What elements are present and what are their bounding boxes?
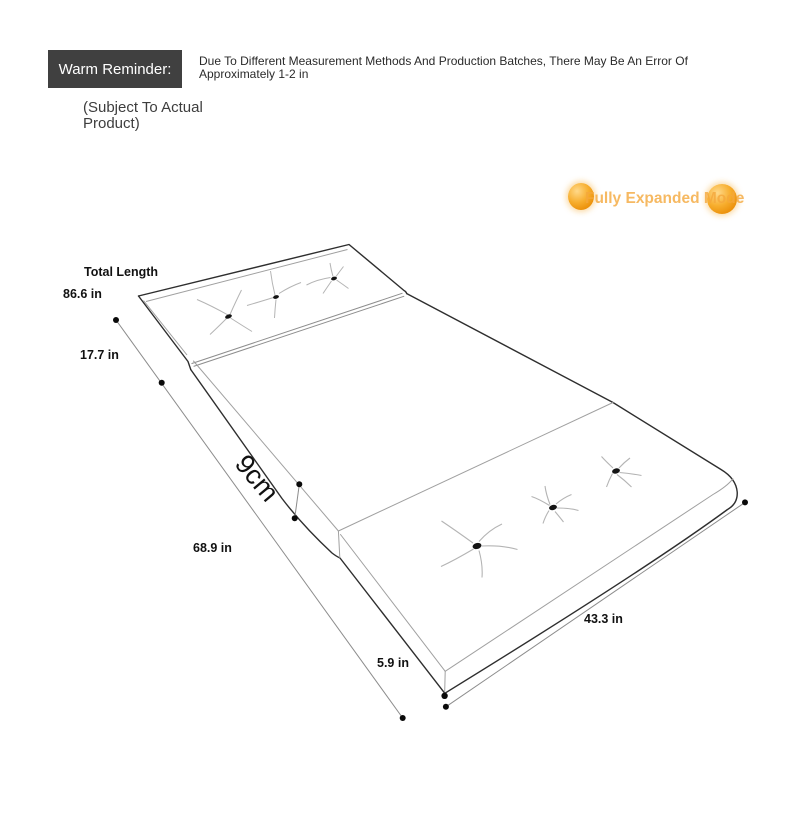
pillow-outline bbox=[139, 245, 407, 370]
pillow-seam bbox=[192, 293, 405, 366]
total-length-label: Total Length bbox=[84, 265, 159, 279]
dimension-line-left bbox=[116, 320, 403, 718]
dimension-lines bbox=[116, 320, 745, 718]
dimension-line-width bbox=[446, 502, 745, 706]
dimension-line-thickness bbox=[295, 484, 300, 518]
width-value: 43.3 in bbox=[584, 612, 623, 626]
body-length-value: 68.9 in bbox=[193, 541, 232, 555]
expanded-mode-label: Fully Expanded Mode bbox=[585, 190, 745, 207]
pillow-length-value: 17.7 in bbox=[80, 348, 119, 362]
pillow-piping bbox=[144, 250, 348, 356]
warm-reminder-label: Warm Reminder: bbox=[58, 60, 172, 78]
pillow-tuft-icons bbox=[197, 263, 349, 335]
fold-seam-line bbox=[338, 403, 613, 532]
subject-note: (Subject To Actual Product) bbox=[83, 99, 203, 132]
total-length-value: 86.6 in bbox=[63, 287, 102, 301]
thickness-value: 9cm bbox=[229, 449, 285, 508]
mattress-piping bbox=[194, 361, 733, 692]
reminder-line-1: Due To Different Measurement Methods And Production Batches, There May Be An Error Of bbox=[199, 54, 688, 68]
front-height-value: 5.9 in bbox=[377, 656, 409, 670]
reminder-line-2: Approximately 1-2 in bbox=[199, 66, 309, 81]
mattress-tuft-icons bbox=[441, 457, 642, 578]
